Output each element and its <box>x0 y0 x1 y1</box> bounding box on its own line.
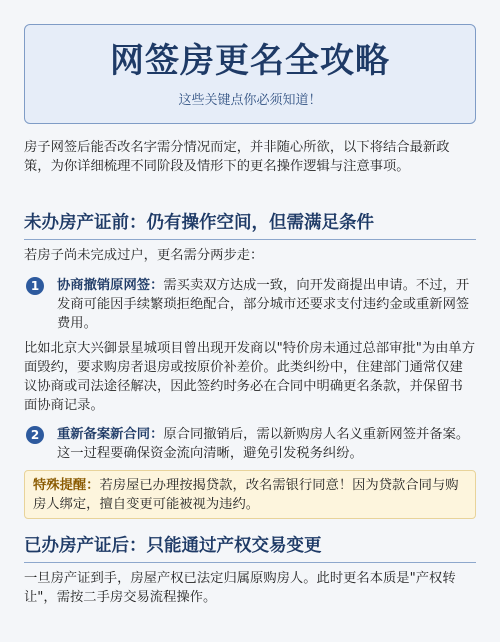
step-text: 原合同撤销后，需以新购房人名义重新网签并备案。这一过程要确保资金流向清晰，避免引发税务纠纷。 <box>57 427 470 461</box>
section2-heading: 已办房产证后：只能通过产权交易变更 <box>24 534 476 563</box>
notice-label: 特殊提醒： <box>33 478 100 493</box>
section1-lead: 若房子尚未完成过户，更名需分两步走： <box>24 248 264 263</box>
step-body <box>57 425 476 463</box>
step-label: 协商撤销原网签： <box>57 278 164 293</box>
step-text: 需买卖双方达成一致，向开发商提出申请。不过，开发商可能因手续繁琐拒绝配合，部分城市还要求支付违约金或重新网签费用。 <box>57 278 470 331</box>
section1-heading: 未办房产证前：仍有操作空间，但需满足条件 <box>24 211 476 240</box>
step-number-badge: 1 <box>26 277 44 295</box>
page-subtitle: 这些关键点你必须知道！ <box>178 93 322 108</box>
intro-paragraph: 房子网签后能否改名字需分情况而定，并非随心所欲，以下将结合最新政策，为你详细梳理不同阶段及情形下的更名操作逻辑与注意事项。 <box>24 140 450 174</box>
step-2 <box>24 425 476 463</box>
step-body <box>57 276 476 333</box>
section2-paragraph: 一旦房产证到手，房屋产权已法定归属原购房人。此时更名本质是"产权转让"，需按二手房交易流程操作。 <box>24 571 456 605</box>
special-notice-box <box>24 470 476 519</box>
notice-text: 若房屋已办理按揭贷款，改名需银行同意！因为贷款合同与购房人绑定，擅自变更可能被视为违约。 <box>33 478 459 512</box>
step-1 <box>24 276 476 333</box>
example-paragraph: 比如北京大兴御景星城项目曾出现开发商以"特价房未通过总部审批"为由单方面毁约，要求购房者退房或按原价补差价。此类纠纷中，住建部门通常仅建议协商或司法途径解决，因此签约时务必在合同中明确更名条款，并保留书面协商记录。 <box>24 341 476 413</box>
header-banner <box>24 24 476 124</box>
step-label: 重新备案新合同： <box>57 427 164 442</box>
step-number-badge: 2 <box>26 426 44 444</box>
page-title: 网签房更名全攻略 <box>110 41 390 81</box>
